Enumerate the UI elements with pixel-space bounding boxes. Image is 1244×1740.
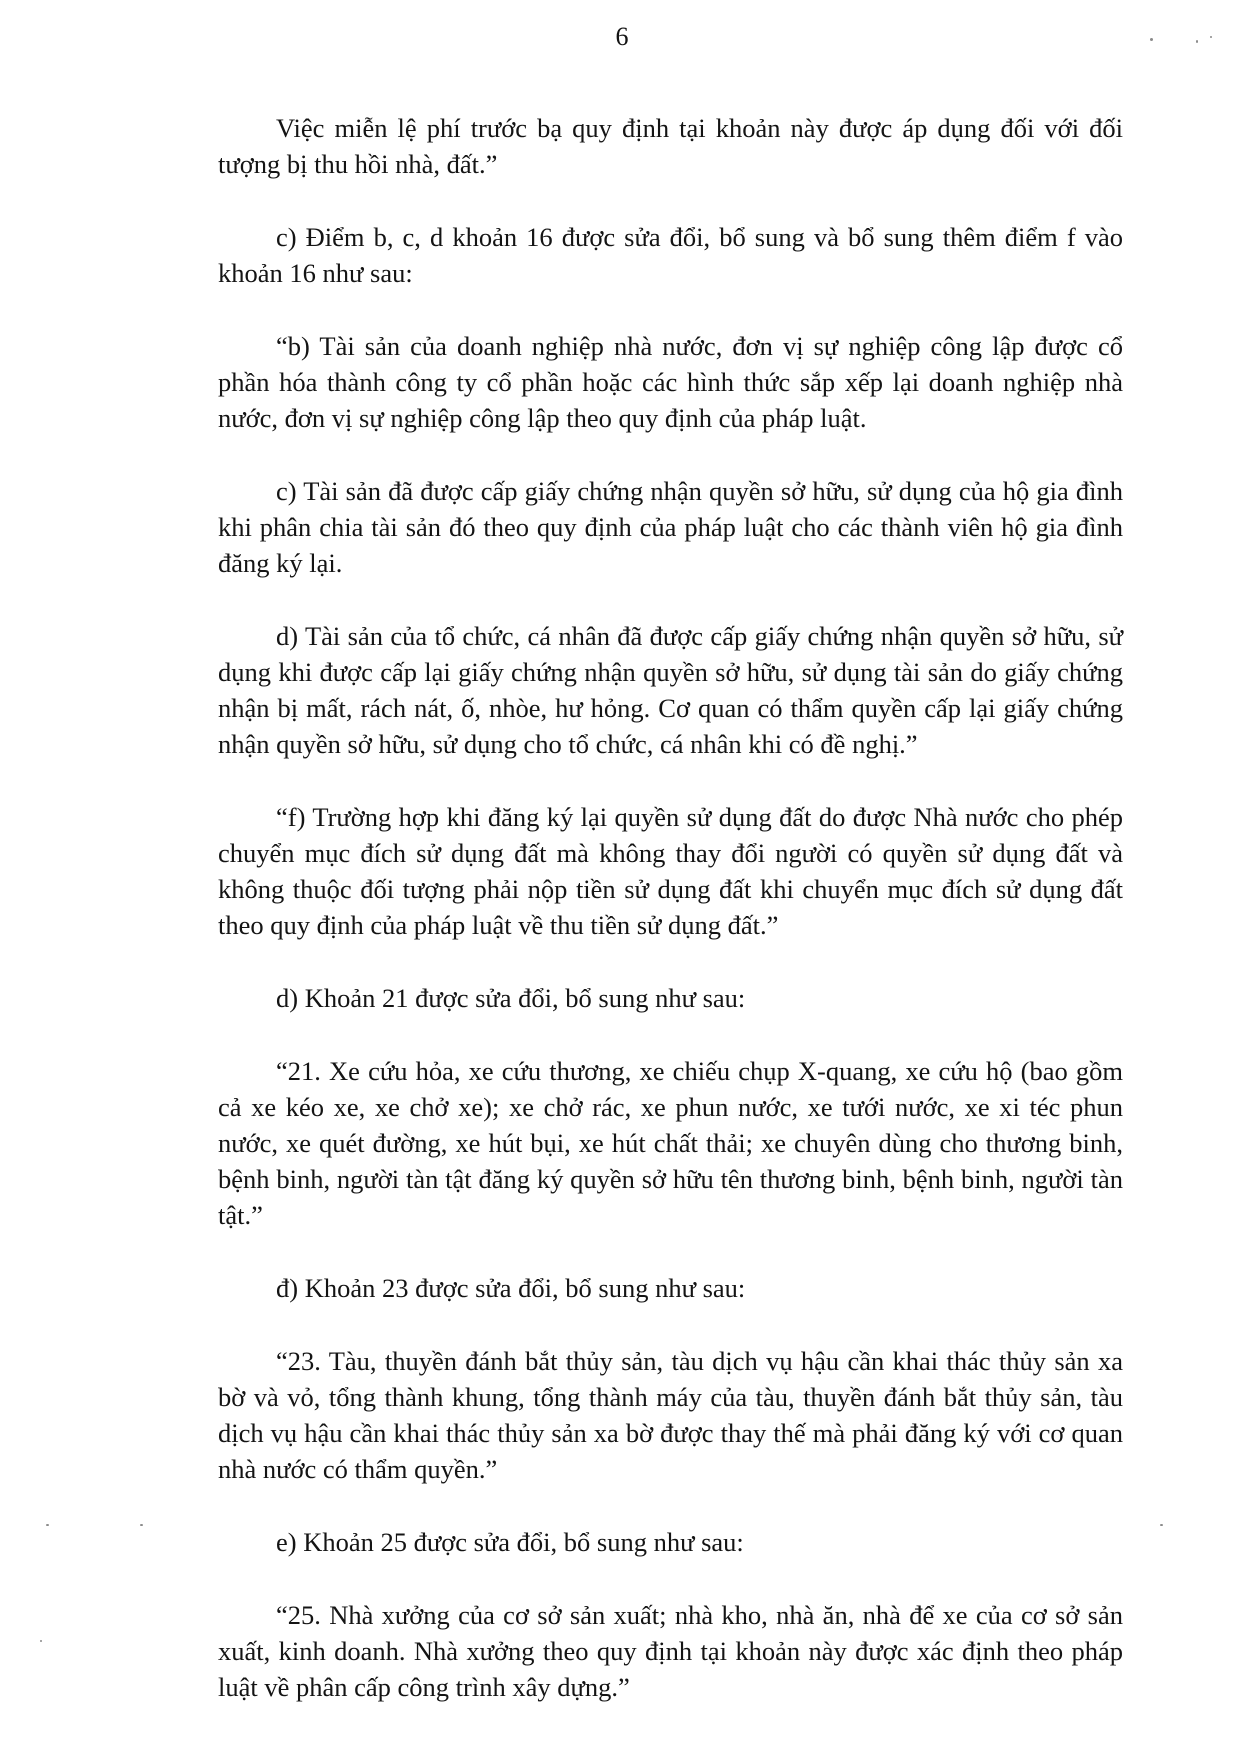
paragraph-6: “f) Trường hợp khi đăng ký lại quyền sử dụng đất do được Nhà nước cho phép chuyển mục đích sử dụng đất mà không thay đổi người có quyền sử dụng đất và không thuộc đối tượng phải nộp tiền sử dụng đất khi chuyển mục đích sử dụng đất theo quy định của pháp luật về thu tiền sử dụng đất.” xyxy=(218,802,1123,940)
paragraph-9: đ) Khoản 23 được sửa đổi, bổ sung như sau: xyxy=(276,1273,746,1303)
paragraph-3: “b) Tài sản của doanh nghiệp nhà nước, đơn vị sự nghiệp công lập được cổ phần hóa thành công ty cổ phần hoặc các hình thức sắp xếp lại doanh nghiệp nhà nước, đơn vị sự nghiệp công lập theo quy định của pháp luật. xyxy=(218,331,1123,433)
paragraph-1: Việc miễn lệ phí trước bạ quy định tại khoản này được áp dụng đối với đối tượng bị thu hồi nhà, đất.” xyxy=(218,113,1123,179)
paragraph-8: “21. Xe cứu hỏa, xe cứu thương, xe chiếu chụp X-quang, xe cứu hộ (bao gồm cả xe kéo xe, xe chở xe); xe chở rác, xe phun nước, xe tưới nước, xe xi téc phun nước, xe quét đường, xe hút bụi, xe hút chất thải; xe chuyên dùng cho thương binh, bệnh binh, người tàn tật đăng ký quyền sở hữu tên thương binh, bệnh binh, người tàn tật.” xyxy=(218,1056,1123,1230)
paragraph-7: d) Khoản 21 được sửa đổi, bổ sung như sau: xyxy=(276,983,746,1013)
paragraph-12: “25. Nhà xưởng của cơ sở sản xuất; nhà kho, nhà ăn, nhà để xe của cơ sở sản xuất, kinh doanh. Nhà xưởng theo quy định tại khoản này được xác định theo pháp luật về phân cấp công trình xây dựng.” xyxy=(218,1600,1123,1702)
document-body xyxy=(218,110,1123,1705)
paragraph-5: d) Tài sản của tổ chức, cá nhân đã được cấp giấy chứng nhận quyền sở hữu, sử dụng khi được cấp lại giấy chứng nhận quyền sở hữu, sử dụng tài sản do giấy chứng nhận bị mất, rách nát, ố, nhòe, hư hỏng. Cơ quan có thẩm quyền cấp lại giấy chứng nhận quyền sở hữu, sử dụng cho tổ chức, cá nhân khi có đề nghị.” xyxy=(218,621,1123,759)
paragraph-10: “23. Tàu, thuyền đánh bắt thủy sản, tàu dịch vụ hậu cần khai thác thủy sản xa bờ và vỏ, tổng thành khung, tổng thành máy của tàu, thuyền đánh bắt thủy sản, tàu dịch vụ hậu cần khai thác thủy sản xa bờ được thay thế mà phải đăng ký với cơ quan nhà nước có thẩm quyền.” xyxy=(218,1346,1123,1484)
scan-speck xyxy=(140,1524,143,1526)
scan-speck xyxy=(46,1524,49,1526)
page-number: 6 xyxy=(615,22,629,51)
paragraph-4: c) Tài sản đã được cấp giấy chứng nhận quyền sở hữu, sử dụng của hộ gia đình khi phân chia tài sản đó theo quy định của pháp luật cho các thành viên hộ gia đình đăng ký lại. xyxy=(218,476,1123,578)
scan-speck xyxy=(1160,1524,1163,1526)
paragraph-2: c) Điểm b, c, d khoản 16 được sửa đổi, bổ sung và bổ sung thêm điểm f vào khoản 16 như sau: xyxy=(218,222,1123,288)
scan-speck xyxy=(40,1640,42,1642)
scan-speck xyxy=(1196,40,1198,43)
paragraph-11: e) Khoản 25 được sửa đổi, bổ sung như sau: xyxy=(276,1527,744,1557)
scan-speck xyxy=(1210,36,1212,38)
scan-speck xyxy=(1150,38,1153,41)
